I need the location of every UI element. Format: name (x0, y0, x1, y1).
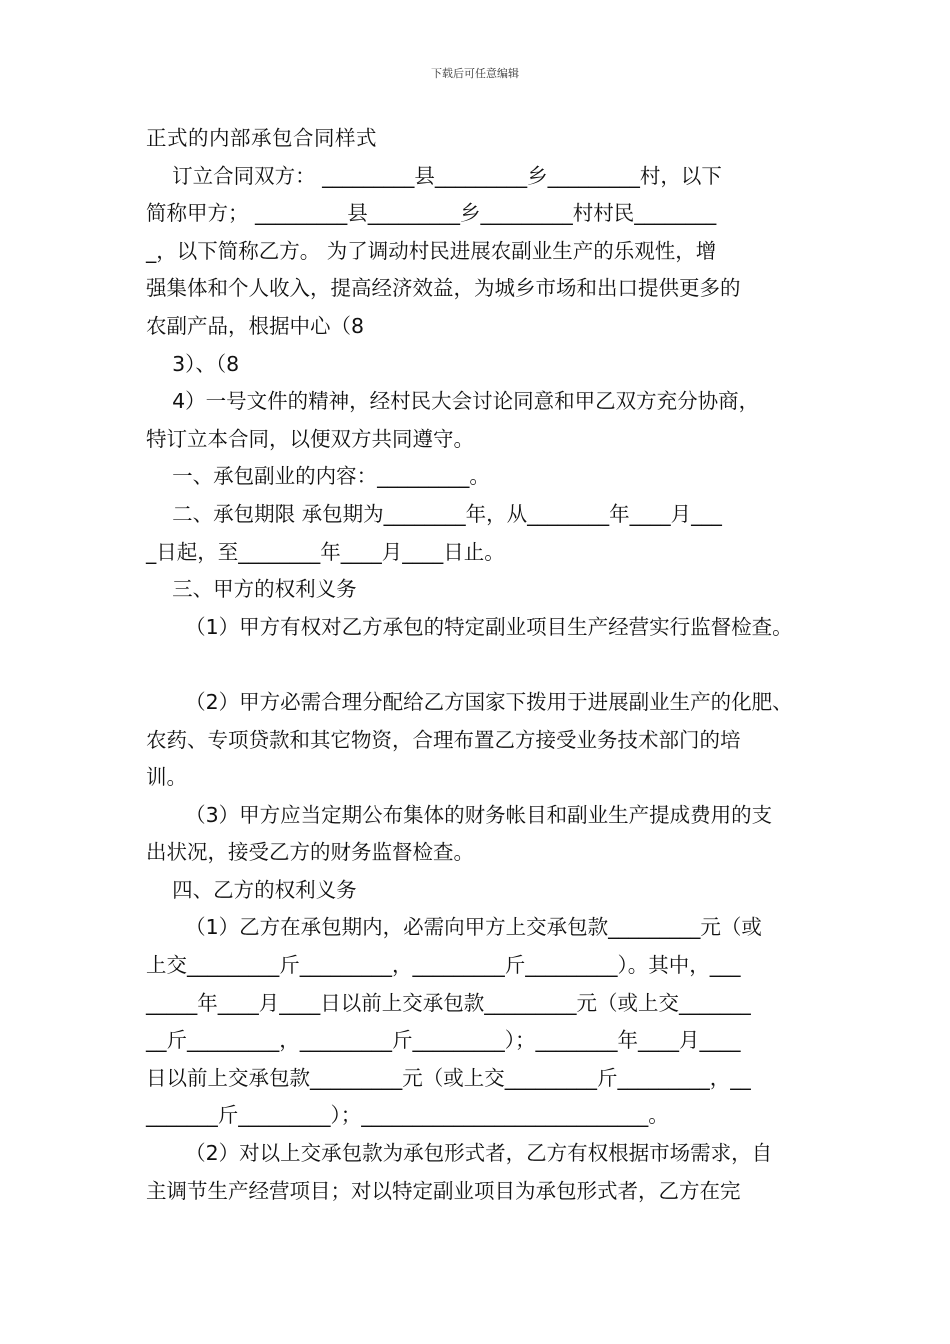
document-line: 农副产品，根据中心（8 (146, 313, 365, 338)
document-line: 训。 (146, 765, 187, 790)
document-line: （1）乙方在承包期内，必需向甲方上交承包款_________元（或 (146, 915, 762, 940)
document-line: 3）、（8 (146, 351, 240, 376)
document-line: 订立合同双方： _________县_________乡_________村，以下 (146, 163, 722, 188)
page-header-note: 下载后可任意编辑 (431, 67, 519, 80)
document-line: （2）对以上交承包款为承包形式者，乙方有权根据市场需求，自 (146, 1141, 773, 1166)
document-lines (146, 158, 816, 1211)
document-line: 农药、专项贷款和其它物资，合理布置乙方接受业务技术部门的培 (146, 727, 741, 752)
document-line: 主调节生产经营项目；对以特定副业项目为承包形式者，乙方在完 (146, 1178, 741, 1203)
document-line: 简称甲方； _________县_________乡_________村村民________ (146, 201, 717, 226)
document-line: __斤_________，_________斤_________）；________年____月____ (146, 1028, 741, 1053)
document-title: 正式的内部承包合同样式 (146, 126, 377, 150)
document-line: 一、承包副业的内容：_________。 (146, 464, 490, 489)
document-line: 上交_________斤_________，_________斤_________）。其中，___ (146, 953, 741, 978)
document-line: （1）甲方有权对乙方承包的特定副业项目生产经营实行监督检查。 (146, 614, 793, 639)
document-line: _，以下简称乙方。 为了调动村民进展农副业生产的乐观性，增 (146, 238, 717, 263)
document-line (146, 646, 816, 684)
document-line: _日起，至________年____月____日止。 (146, 539, 505, 564)
document-line: 特订立本合同，以便双方共同遵守。 (146, 426, 474, 451)
document-line: 强集体和个人收入，提高经济效益，为城乡市场和出口提供更多的 (146, 276, 741, 301)
document-line: 4）一号文件的精神，经村民大会讨论同意和甲乙双方充分协商， (146, 389, 760, 414)
document-line: 四、乙方的权利义务 (146, 877, 357, 902)
document-line: _____年____月____日以前上交承包款_________元（或上交_______ (146, 990, 751, 1015)
document-line: _______斤_________）；____________________________。 (146, 1103, 669, 1128)
document-body (146, 120, 816, 1210)
document-line: 日以前上交承包款_________元（或上交_________斤_________，__ (146, 1065, 751, 1090)
document-line: （3）甲方应当定期公布集体的财务帐目和副业生产提成费用的支 (146, 802, 773, 827)
document-line: 出状况，接受乙方的财务监督检查。 (146, 840, 474, 865)
document-line: （2）甲方必需合理分配给乙方国家下拨用于进展副业生产的化肥、 (146, 689, 793, 714)
document-line: 二、承包期限 承包期为________年，从________年____月___ (146, 501, 722, 526)
document-line: 三、甲方的权利义务 (146, 577, 357, 602)
